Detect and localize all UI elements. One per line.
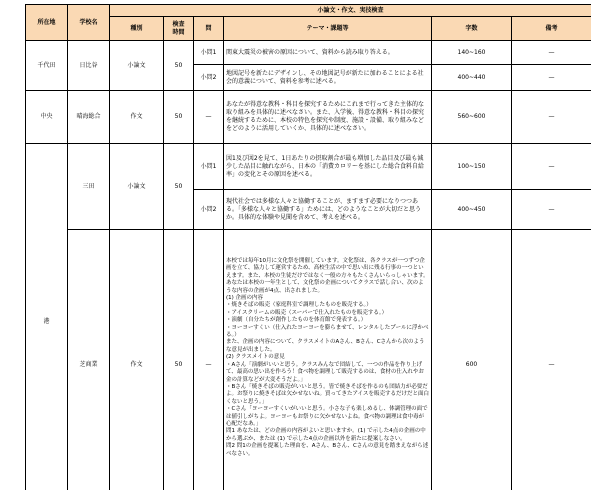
type-cell: 作文 xyxy=(110,91,164,144)
chars-cell: 560~600 xyxy=(432,91,512,144)
chars-cell: 600 xyxy=(432,230,512,491)
question-cell: 小問2 xyxy=(194,190,224,230)
school-cell: 三田 xyxy=(68,144,110,230)
theme-cell: 図1及び図2を見て、1日あたりの摂取割合が最も増加した品目及び最も減少した品目に触れながら、日本の「消費カロリーを基にした総合食料自給率」の変化とその原因を述べる。 xyxy=(224,144,432,190)
chars-cell: 100~150 xyxy=(432,144,512,190)
school-cell: 日比谷 xyxy=(68,41,110,91)
time-cell: 50 xyxy=(164,230,194,491)
notes-cell: — xyxy=(512,91,592,144)
theme-cell: 本校では毎年10月に文化祭を開催しています。文化祭は、各クラスが一つずつ企画を立て、協力して運営するため、高校生活の中で思い出に残る行事の一つといえます。また、本校の生徒だけではなく一般の方々もたくさんいらっしゃいます。 あなたは本校の一年生として、文化祭の企画についてクラスで話し合い、次のような内容の企画が4点、出されました。 (1) 企画の内容 ・焼きそばの販売（家庭科室で調理したものを販売する。） ・アイスクリームの販売（スーパーで仕入れたものを販売する。） ・演劇（自分たちが創作したものを体育館で発表する。） ・ヨーヨーすくい（仕入れたヨーヨーを膨らませて、レンタルしたプールに浮かべる。） また、企画の内容について、クラスメイトのAさん、Bさん、Cさんから次のような意見が出ました。 (2) クラスメイトの意見 ・Aさん「演劇がいいと思う。クラスみんなで団結して、一つの作品を作り上げて、最高の思い出を作ろう！食べ物を調理して販売するのは、食材の仕入れやお金の計算などが大変そうだよ。」 ・Bさん「焼きそばの販売がいいと思う。皆で焼きそばを作るのも団結力が必要だよ。お祭りに焼きそばは欠かせないね。買ってきたアイスを販売するだけだと面白くないと思う。」 ・Cさん「ヨーヨーすくいがいいと思う。小さな子も楽しめるし、体調管理の面では値引しがちよ。ヨーヨーもお祭りに欠かせないよね。食べ物の調理は食中毒が心配だなあ。」 問1 あなたは、どの企画の内容がよいと思いますか。(1) で示した4点の企画の中から選ぶか、または (1) で示した4点の企画以外を新たに提案しなさい。 問2 問1の企画を提案した理由を、Aさん、Bさん、Cさんの意見を踏まえながら述べなさい。 xyxy=(224,230,432,491)
type-cell: 作文 xyxy=(110,230,164,491)
notes-cell: — xyxy=(512,144,592,190)
header-area: 所在地 xyxy=(26,5,68,41)
notes-cell: — xyxy=(512,41,592,65)
header-school: 学校名 xyxy=(68,5,110,41)
time-cell: 50 xyxy=(164,144,194,230)
notes-cell: — xyxy=(512,65,592,91)
question-cell: 小問2 xyxy=(194,65,224,91)
theme-cell: あなたが得意な教科・科目を探究するためにこれまで行ってきた主体的な取り組みを具体的に述べなさい。また、入学後、得意な教科・科目の探究を継続するために、本校の特色を探究や制度、施設・設備、取り組みなどをどのように活用していくか、具体的に述べなさい。 xyxy=(224,91,432,144)
area-cell: 千代田 xyxy=(26,41,68,91)
header-time: 検査 時間 xyxy=(164,17,194,41)
theme-cell: 関東大震災の被害の原因について、資料から読み取り答える。 xyxy=(224,41,432,65)
exam-table xyxy=(25,4,591,490)
header-notes: 備考 xyxy=(512,17,592,41)
notes-cell: — xyxy=(512,190,592,230)
theme-cell: 現代社会では多様な人々と協働することが、ますます必要になりつつある。「多様な人々と協働する」ためには、どのようなことが大切だと思うか。具体的な体験や見聞を含めて、考えを述べる。 xyxy=(224,190,432,230)
question-cell: 小問1 xyxy=(194,144,224,190)
exam-table-sheet xyxy=(25,4,591,490)
theme-cell: 地図記号を新たにデザインし、その地図記号が新たに加わることによる社会的意義について、資料を参考に述べる。 xyxy=(224,65,432,91)
school-cell: 芝商業 xyxy=(68,230,110,491)
type-cell: 小論文 xyxy=(110,41,164,91)
chars-cell: 400~450 xyxy=(432,190,512,230)
header-group: 小論文・作文、実技検査 xyxy=(110,5,592,17)
time-cell: 50 xyxy=(164,91,194,144)
question-cell: — xyxy=(194,230,224,491)
area-cell: 中央 xyxy=(26,91,68,144)
chars-cell: 140~160 xyxy=(432,41,512,65)
header-theme: テーマ・課題等 xyxy=(224,17,432,41)
question-cell: — xyxy=(194,91,224,144)
area-cell: 港 xyxy=(26,144,68,491)
notes-cell: — xyxy=(512,230,592,491)
time-cell: 50 xyxy=(164,41,194,91)
school-cell: 晴海総合 xyxy=(68,91,110,144)
type-cell: 小論文 xyxy=(110,144,164,230)
header-chars: 字数 xyxy=(432,17,512,41)
header-question: 問 xyxy=(194,17,224,41)
header-type: 種別 xyxy=(110,17,164,41)
question-cell: 小問1 xyxy=(194,41,224,65)
chars-cell: 400~440 xyxy=(432,65,512,91)
